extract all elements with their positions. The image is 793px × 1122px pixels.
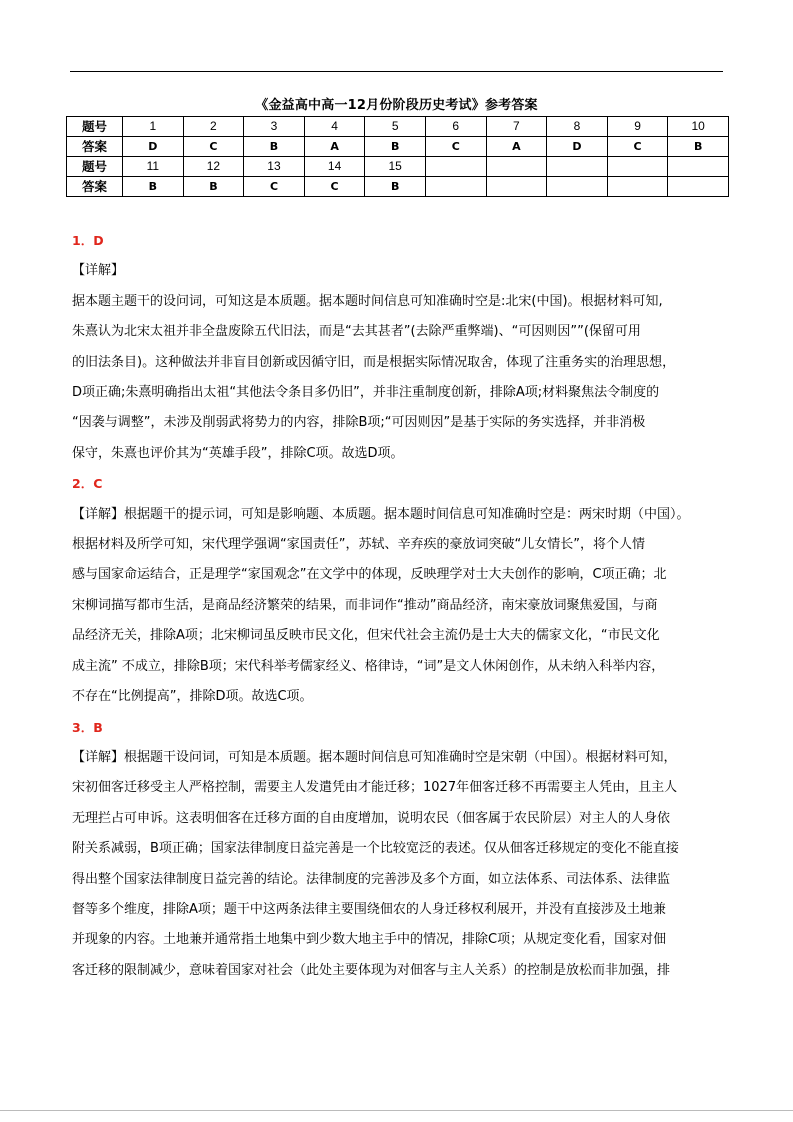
row-label: 答案	[67, 137, 123, 157]
text-line: 保守，朱熹也评价其为“英雄手段”，排除C项。故选D项。	[72, 445, 404, 461]
detail-tag: 【详解】	[72, 749, 125, 765]
table-row	[67, 117, 729, 137]
text-line: 督等多个维度，排除A项；题干中这两条法律主要围绕佃农的人身迁移权利展开，并没有直接涉及土地兼	[72, 901, 666, 917]
text-line	[72, 500, 732, 530]
text-line: “因袭与调整”，未涉及削弱武将势力的内容，排除B项;“可因则因”是基于实际的务实选择，并非消极	[72, 415, 646, 431]
text-line: 品经济无关，排除A项；北宋柳词虽反映市民文化，但宋代社会主流仍是士大夫的儒家文化，“市民文化	[72, 628, 660, 644]
text-line: 成主流” 不成立，排除B项；宋代科举考儒家经义、格律诗，“词”是文人休闲创作，从未纳入科举内容，	[72, 658, 665, 674]
row-label: 题号	[67, 157, 123, 177]
text-line: 得出整个国家法律制度日益完善的结论。法律制度的完善涉及多个方面，如立法体系、司法体系、法律监	[72, 871, 671, 887]
table-cell: 1	[123, 117, 184, 137]
text-line: 宋初佃客迁移受主人严格控制，需要主人发遣凭由才能迁移；1027年佃客迁移不再需要主人凭由，且主人	[72, 780, 678, 796]
table-cell: B	[183, 177, 244, 197]
header-rule	[70, 71, 723, 72]
text-line: 无理拦占可申诉。这表明佃客在迁移方面的自由度增加，说明农民（佃客属于农民阶层）对主人的人身依	[72, 810, 671, 826]
table-cell: C	[607, 137, 668, 157]
table-cell	[486, 157, 547, 177]
table-cell	[668, 177, 729, 197]
detail-tag: 【详解】	[72, 263, 125, 279]
text-line: 附关系减弱，B项正确；国家法律制度日益完善是一个比较宽泛的表述。仅从佃客迁移规定的变化不能直接	[72, 841, 679, 857]
table-cell	[607, 177, 668, 197]
table-cell: 6	[425, 117, 486, 137]
table-cell: 11	[123, 157, 184, 177]
table-cell: 2	[183, 117, 244, 137]
text-line: 的旧法条目)。这种做法并非盲目创新或因循守旧，而是根据实际情况取舍，体现了注重务实的治理思想，	[72, 354, 676, 370]
table-cell: 14	[304, 157, 365, 177]
table-cell	[425, 157, 486, 177]
table-cell	[547, 177, 608, 197]
table-cell	[607, 157, 668, 177]
text-line	[72, 743, 732, 773]
text-line: 根据材料及所学可知，宋代理学强调“家国责任”，苏轼、辛弃疾的豪放词突破“儿女情长”，将个人情	[72, 537, 645, 553]
text-segment: 根据题干设问词，可知是本质题。据本题时间信息可知准确时空是宋朝（中国）。根据材料可知，	[124, 749, 677, 765]
table-row	[67, 157, 729, 177]
answer-table	[66, 116, 729, 197]
table-cell: D	[123, 137, 184, 157]
table-cell: 3	[244, 117, 305, 137]
table-row	[67, 177, 729, 197]
table-cell: 12	[183, 157, 244, 177]
answer-explanations	[72, 226, 732, 986]
table-cell: A	[304, 137, 365, 157]
table-cell: D	[547, 137, 608, 157]
question-number: 3．B	[72, 719, 103, 735]
table-cell: 5	[365, 117, 426, 137]
document-title: 《金益高中高一12月份阶段历史考试》参考答案	[255, 98, 538, 113]
detail-tag: 【详解】	[72, 506, 125, 522]
text-line: 宋柳词描写都市生活，是商品经济繁荣的结果，而非词作“推动”商品经济，南宋豪放词聚焦爱国，与商	[72, 597, 658, 613]
table-cell: A	[486, 137, 547, 157]
text-line: 并现象的内容。土地兼并通常指土地集中到少数大地主手中的情况，排除C项；从规定变化看，国家对佃	[72, 932, 667, 948]
table-cell: 9	[607, 117, 668, 137]
table-cell: 10	[668, 117, 729, 137]
table-cell	[668, 157, 729, 177]
text-line: 据本题主题干的设问词，可知这是本质题。据本题时间信息可知准确时空是:北宋(中国)。根据材料可知,	[72, 293, 663, 309]
text-line: 朱熹认为北宋太祖并非全盘废除五代旧法，而是“去其甚者”(去除严重弊端)、“可因则因””(保留可用	[72, 324, 641, 340]
table-cell: 15	[365, 157, 426, 177]
table-cell: B	[123, 177, 184, 197]
table-cell: 4	[304, 117, 365, 137]
table-cell: C	[425, 137, 486, 157]
text-segment: 根据题干的提示词，可知是影响题、本质题。据本题时间信息可知准确时空是：两宋时期（中国）。	[124, 506, 690, 522]
table-cell	[425, 177, 486, 197]
table-row	[67, 137, 729, 157]
table-cell	[547, 157, 608, 177]
row-label: 答案	[67, 177, 123, 197]
table-cell: 8	[547, 117, 608, 137]
text-line: 感与国家命运结合，正是理学“家国观念”在文学中的体现，反映理学对士大夫创作的影响，C项正确；北	[72, 567, 667, 583]
text-line: 客迁移的限制减少，意味着国家对社会（此处主要体现为对佃客与主人关系）的控制是放松而非加强，排	[72, 962, 671, 978]
table-cell: C	[183, 137, 244, 157]
text-line: 不存在“比例提高”，排除D项。故选C项。	[72, 689, 313, 705]
row-label: 题号	[67, 117, 123, 137]
table-cell: C	[304, 177, 365, 197]
table-cell: B	[365, 137, 426, 157]
text-line: D项正确;朱熹明确指出太祖“其他法令条目多仍旧”，并非注重制度创新，排除A项;材料聚焦法令制度的	[72, 385, 660, 401]
table-cell: B	[668, 137, 729, 157]
question-number: 2．C	[72, 476, 103, 492]
table-cell	[486, 177, 547, 197]
table-cell: C	[244, 177, 305, 197]
table-cell: B	[365, 177, 426, 197]
footer-rule	[0, 1110, 793, 1111]
table-cell: B	[244, 137, 305, 157]
question-number: 1．D	[72, 233, 104, 248]
table-cell: 7	[486, 117, 547, 137]
table-cell: 13	[244, 157, 305, 177]
